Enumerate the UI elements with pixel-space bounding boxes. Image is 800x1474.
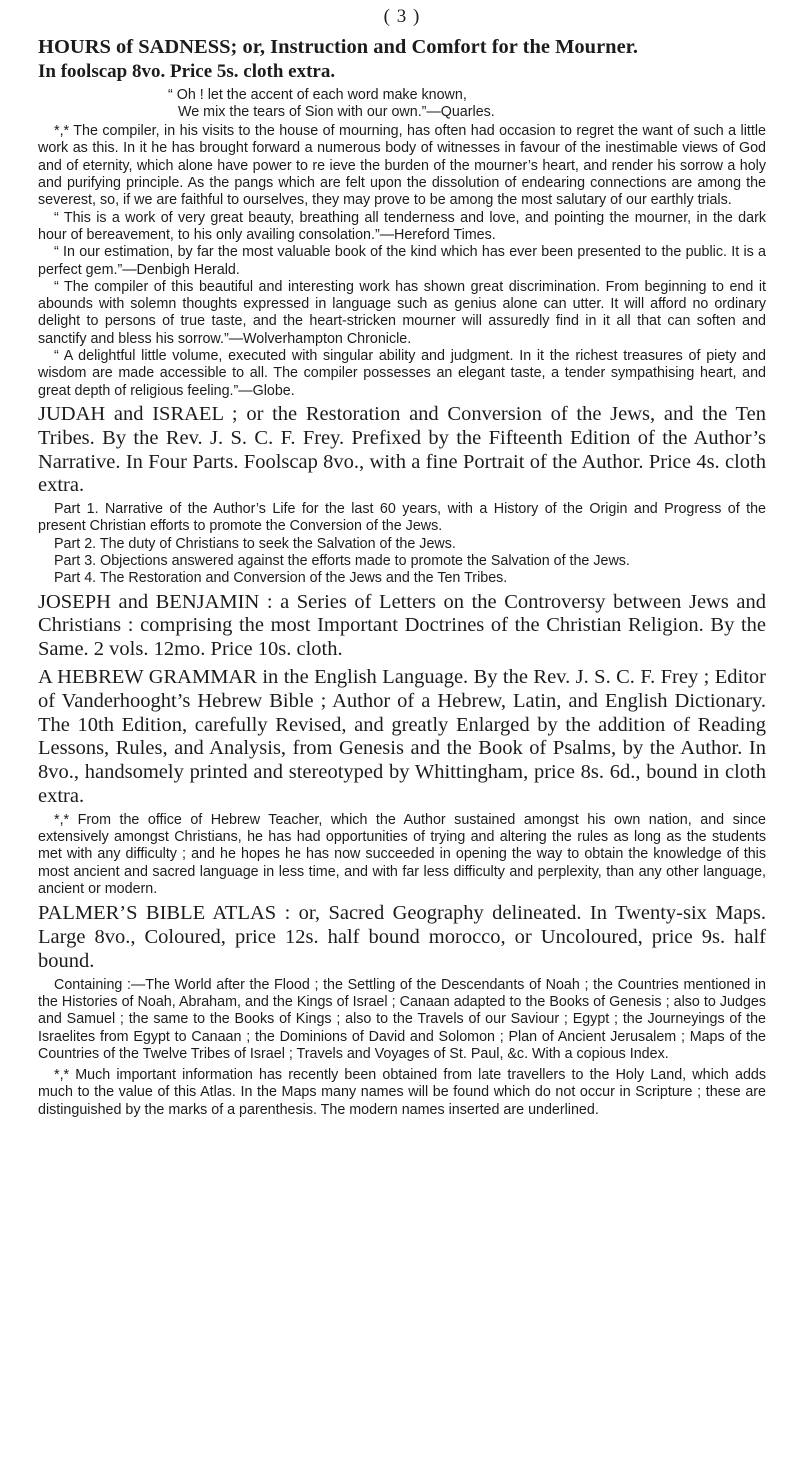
grammar-note: *,* From the office of Hebrew Teacher, which the Author sustained amongst his own nation, and since extensively amongst Christians, he has had opportunities of trying and altering the rules as long as the students met with any difficulty ; and he hopes he has now succeeded in opening the way to obtain the knowledge of this most ancient and sacred language in less time, and with far less difficulty and perplexity, than any other language, ancient or modern. xyxy=(38,811,766,897)
hours-note: *,* The compiler, in his visits to the house of mourning, has often had occasion to regret the want of such a little work as this. In it he has brought forward a numerous body of witnesses in favour of the inestimable views of God and of eternity, which alone have power to re ieve the burden of the mourner’s heart, and render his sorrow a holy and purifying principle. As the pangs which are felt upon the dissolution of endearing connections are among the severest, so, if we are faithful to ourselves, they may prove to be among the most salutary of our earthly trials. xyxy=(38,123,766,209)
judah-part-3: Part 3. Objections answered against the efforts made to promote the Salvation of the Jews. xyxy=(54,553,630,570)
judah-part-1: Part 1. Narrative of the Author’s Life for the last 60 years, with a History of the Origin and Progress of the present Christian efforts to promote the Conversion of the Jews. xyxy=(38,501,766,535)
page-number: ( 3 ) xyxy=(383,6,421,27)
hours-review-denbigh: “ In our estimation, by far the most valuable book of the kind which has ever been presented to the public. It is a perfect gem.”—Denbigh Herald. xyxy=(38,244,766,278)
palmer-note: *,* Much important information has recently been obtained from late travellers to the Holy Land, which adds much to the value of this Atlas. In the Maps many names will be found which do not occur in Scripture ; these are distinguished by the marks of a parenthesis. The modern names inserted are underlined. xyxy=(38,1067,766,1118)
hours-title: HOURS of SADNESS; or, Instruction and Comfort for the Mourner. xyxy=(38,36,639,58)
grammar-title: A HEBREW GRAMMAR in the English Language. By the Rev. J. S. C. F. Frey ; Editor of Vanderhooght’s Hebrew Bible ; Author of a Hebrew, Latin, and English Dictionary. The 10th Edition, carefully Revised, and greatly Enlarged by the addition of Reading Lessons, Rules, and Analysis, from Genesis and the Book of Psalms, by the Author. In 8vo., handsomely printed and stereotyped by Whittingham, price 8s. 6d., bound in cloth extra. xyxy=(38,666,766,807)
judah-part-2: Part 2. The duty of Christians to seek the Salvation of the Jews. xyxy=(54,535,456,552)
judah-title: JUDAH and ISRAEL ; or the Restoration and Conversion of the Jews, and the Ten Tribes. By the Rev. J. S. C. F. Frey. Prefixed by the Fifteenth Edition of the Author’s Narrative. In Four Parts. Foolscap 8vo., with a fine Portrait of the Author. Price 4s. cloth extra. xyxy=(38,402,766,497)
hours-format: In foolscap 8vo. Price 5s. cloth extra. xyxy=(38,60,336,82)
hours-epigraph-line2: We mix the tears of Sion with our own.”—Quarles. xyxy=(178,103,495,120)
palmer-contents: Containing :—The World after the Flood ; the Settling of the Descendants of Noah ; the Countries mentioned in the Histories of Noah, Abraham, and the Kings of Israel ; Canaan adapted to the Books of Genesis ; also to Judges and Samuel ; the same to the Books of Kings ; also to the Travels of our Saviour ; Egypt ; the Journeyings of the Israelites from Egypt to Canaan ; the Dominions of David and Solomon ; Plan of Ancient Jerusalem ; Maps of the Countries of the Twelve Tribes of Israel ; Travels and Voyages of St. Paul, &c. With a copious Index. xyxy=(38,976,766,1062)
joseph-title: JOSEPH and BENJAMIN : a Series of Letters on the Controversy between Jews and Christians : comprising the most Important Doctrines of the Christian Religion. By the Same. 2 vols. 12mo. Price 10s. cloth. xyxy=(38,590,766,661)
judah-part-4: Part 4. The Restoration and Conversion of the Jews and the Ten Tribes. xyxy=(54,570,508,587)
palmer-title: PALMER’S BIBLE ATLAS : or, Sacred Geography delineated. In Twenty-six Maps. Large 8vo., Coloured, price 12s. half bound morocco, or Uncoloured, price 9s. half bound. xyxy=(38,902,766,972)
hours-review-globe: “ A delightful little volume, executed with singular ability and judgment. In it the richest treasures of piety and wisdom are made accessible to all. The compiler possesses an elegant taste, a tender sympathising heart, and great depth of religious feeling.”—Globe. xyxy=(38,348,766,399)
hours-epigraph-line1: “ Oh ! let the accent of each word make known, xyxy=(168,86,467,103)
hours-review-wolverhampton: “ The compiler of this beautiful and interesting work has shown great discrimination. From beginning to end it abounds with solemn thoughts expressed in language such as genius alone can utter. It will afford no ordinary delight to persons of true taste, and the heart-stricken mourner will assuredly find in it all that can soften and sanctify and bless his sorrow.”—Wolverhampton Chronicle. xyxy=(38,278,766,347)
hours-review-hereford: “ This is a work of very great beauty, breathing all tenderness and love, and pointing the mourner, in the dark hour of bereavement, to his only availing consolation.”—Hereford Times. xyxy=(38,209,766,243)
